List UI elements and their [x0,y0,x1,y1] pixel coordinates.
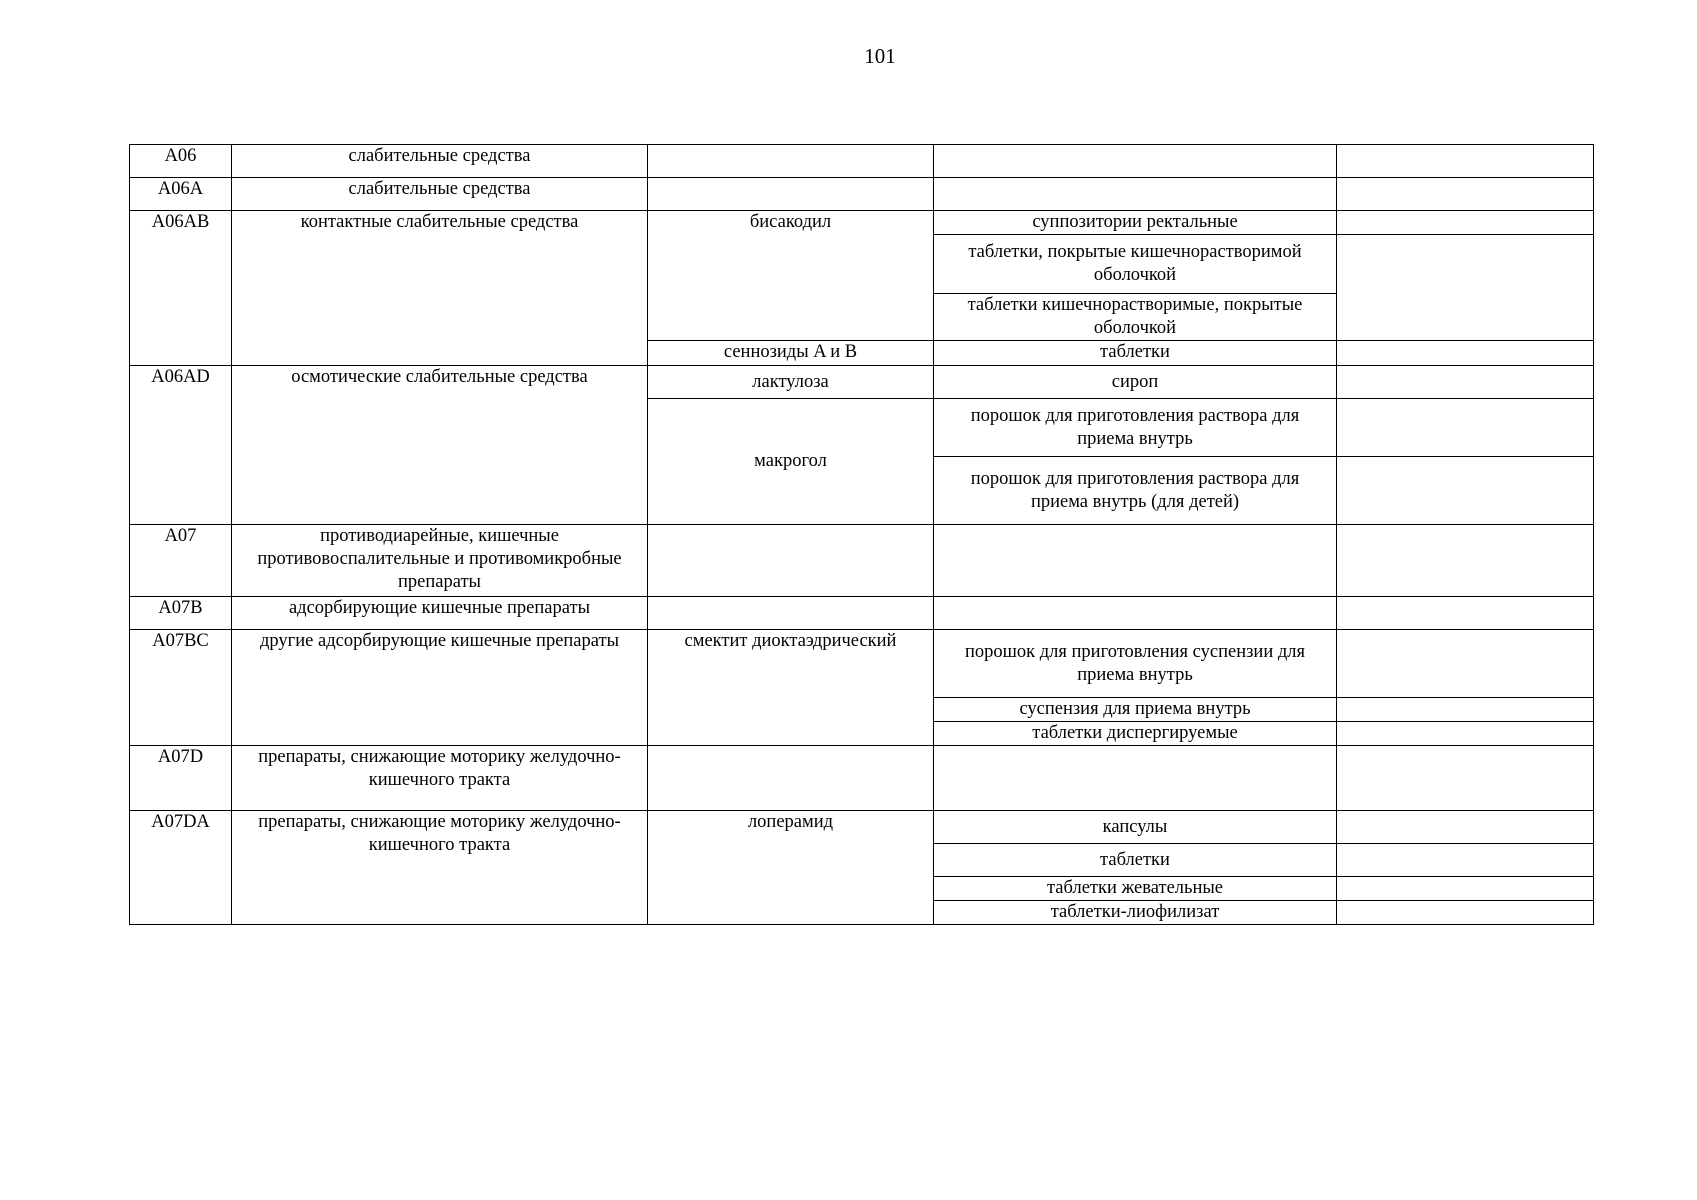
extra-cell [1337,366,1594,399]
drug-name: сеннозиды A и B [648,341,934,366]
dosage-form [934,746,1337,811]
atc-code: A06AB [130,211,232,366]
dosage-form [934,145,1337,178]
dosage-form: таблетки-лиофилизат [934,901,1337,925]
table-row [130,630,1594,698]
group-name: адсорбирующие кишечные препараты [232,597,648,630]
atc-code: A06AD [130,366,232,525]
dosage-form: порошок для приготовления раствора для приема внутрь (для детей) [934,457,1337,525]
drug-name: смектит диоктаэдрический [648,630,934,746]
extra-cell [1337,877,1594,901]
drug-name [648,145,934,178]
dosage-form: таблетки диспергируемые [934,722,1337,746]
extra-cell [1337,844,1594,877]
extra-cell [1337,235,1594,341]
atc-code: A06A [130,178,232,211]
dosage-form: суппозитории ректальные [934,211,1337,235]
drug-name [648,597,934,630]
drug-name [648,178,934,211]
atc-code: A07DA [130,811,232,925]
extra-cell [1337,746,1594,811]
extra-cell [1337,597,1594,630]
atc-code: A06 [130,145,232,178]
extra-cell [1337,630,1594,698]
group-name: противодиарейные, кишечные противовоспалительные и противомикробные препараты [232,525,648,597]
extra-cell [1337,178,1594,211]
group-name: другие адсорбирующие кишечные препараты [232,630,648,746]
extra-cell [1337,901,1594,925]
extra-cell [1337,698,1594,722]
dosage-form: капсулы [934,811,1337,844]
extra-cell [1337,211,1594,235]
dosage-form [934,597,1337,630]
dosage-form: суспензия для приема внутрь [934,698,1337,722]
dosage-form: сироп [934,366,1337,399]
dosage-form [934,525,1337,597]
extra-cell [1337,399,1594,457]
extra-cell [1337,341,1594,366]
dosage-form: таблетки кишечнорастворимые, покрытые оболочкой [934,294,1337,341]
drug-name [648,746,934,811]
group-name: осмотические слабительные средства [232,366,648,525]
dosage-form: порошок для приготовления суспензии для приема внутрь [934,630,1337,698]
dosage-form: порошок для приготовления раствора для приема внутрь [934,399,1337,457]
table-row [130,178,1594,211]
extra-cell [1337,457,1594,525]
group-name: препараты, снижающие моторику желудочно-кишечного тракта [232,746,648,811]
group-name: слабительные средства [232,178,648,211]
group-name: слабительные средства [232,145,648,178]
atc-code: A07D [130,746,232,811]
group-name: препараты, снижающие моторику желудочно-кишечного тракта [232,811,648,925]
extra-cell [1337,722,1594,746]
drug-name: лоперамид [648,811,934,925]
table-row [130,746,1594,811]
dosage-form: таблетки [934,844,1337,877]
table-row [130,211,1594,235]
dosage-form: таблетки жевательные [934,877,1337,901]
table-row [130,525,1594,597]
page-number: 101 [864,44,896,68]
drug-name: макрогол [648,399,934,525]
table-row [130,811,1594,844]
extra-cell [1337,525,1594,597]
extra-cell [1337,811,1594,844]
drug-classification-table [129,144,1594,925]
table-row [130,597,1594,630]
atc-code: A07BC [130,630,232,746]
drug-name: лактулоза [648,366,934,399]
atc-code: A07 [130,525,232,597]
atc-code: A07B [130,597,232,630]
dosage-form: таблетки, покрытые кишечнорастворимой оболочкой [934,235,1337,294]
dosage-form [934,178,1337,211]
table-row [130,145,1594,178]
drug-name [648,525,934,597]
table-row [130,366,1594,399]
extra-cell [1337,145,1594,178]
dosage-form: таблетки [934,341,1337,366]
drug-name: бисакодил [648,211,934,341]
group-name: контактные слабительные средства [232,211,648,366]
